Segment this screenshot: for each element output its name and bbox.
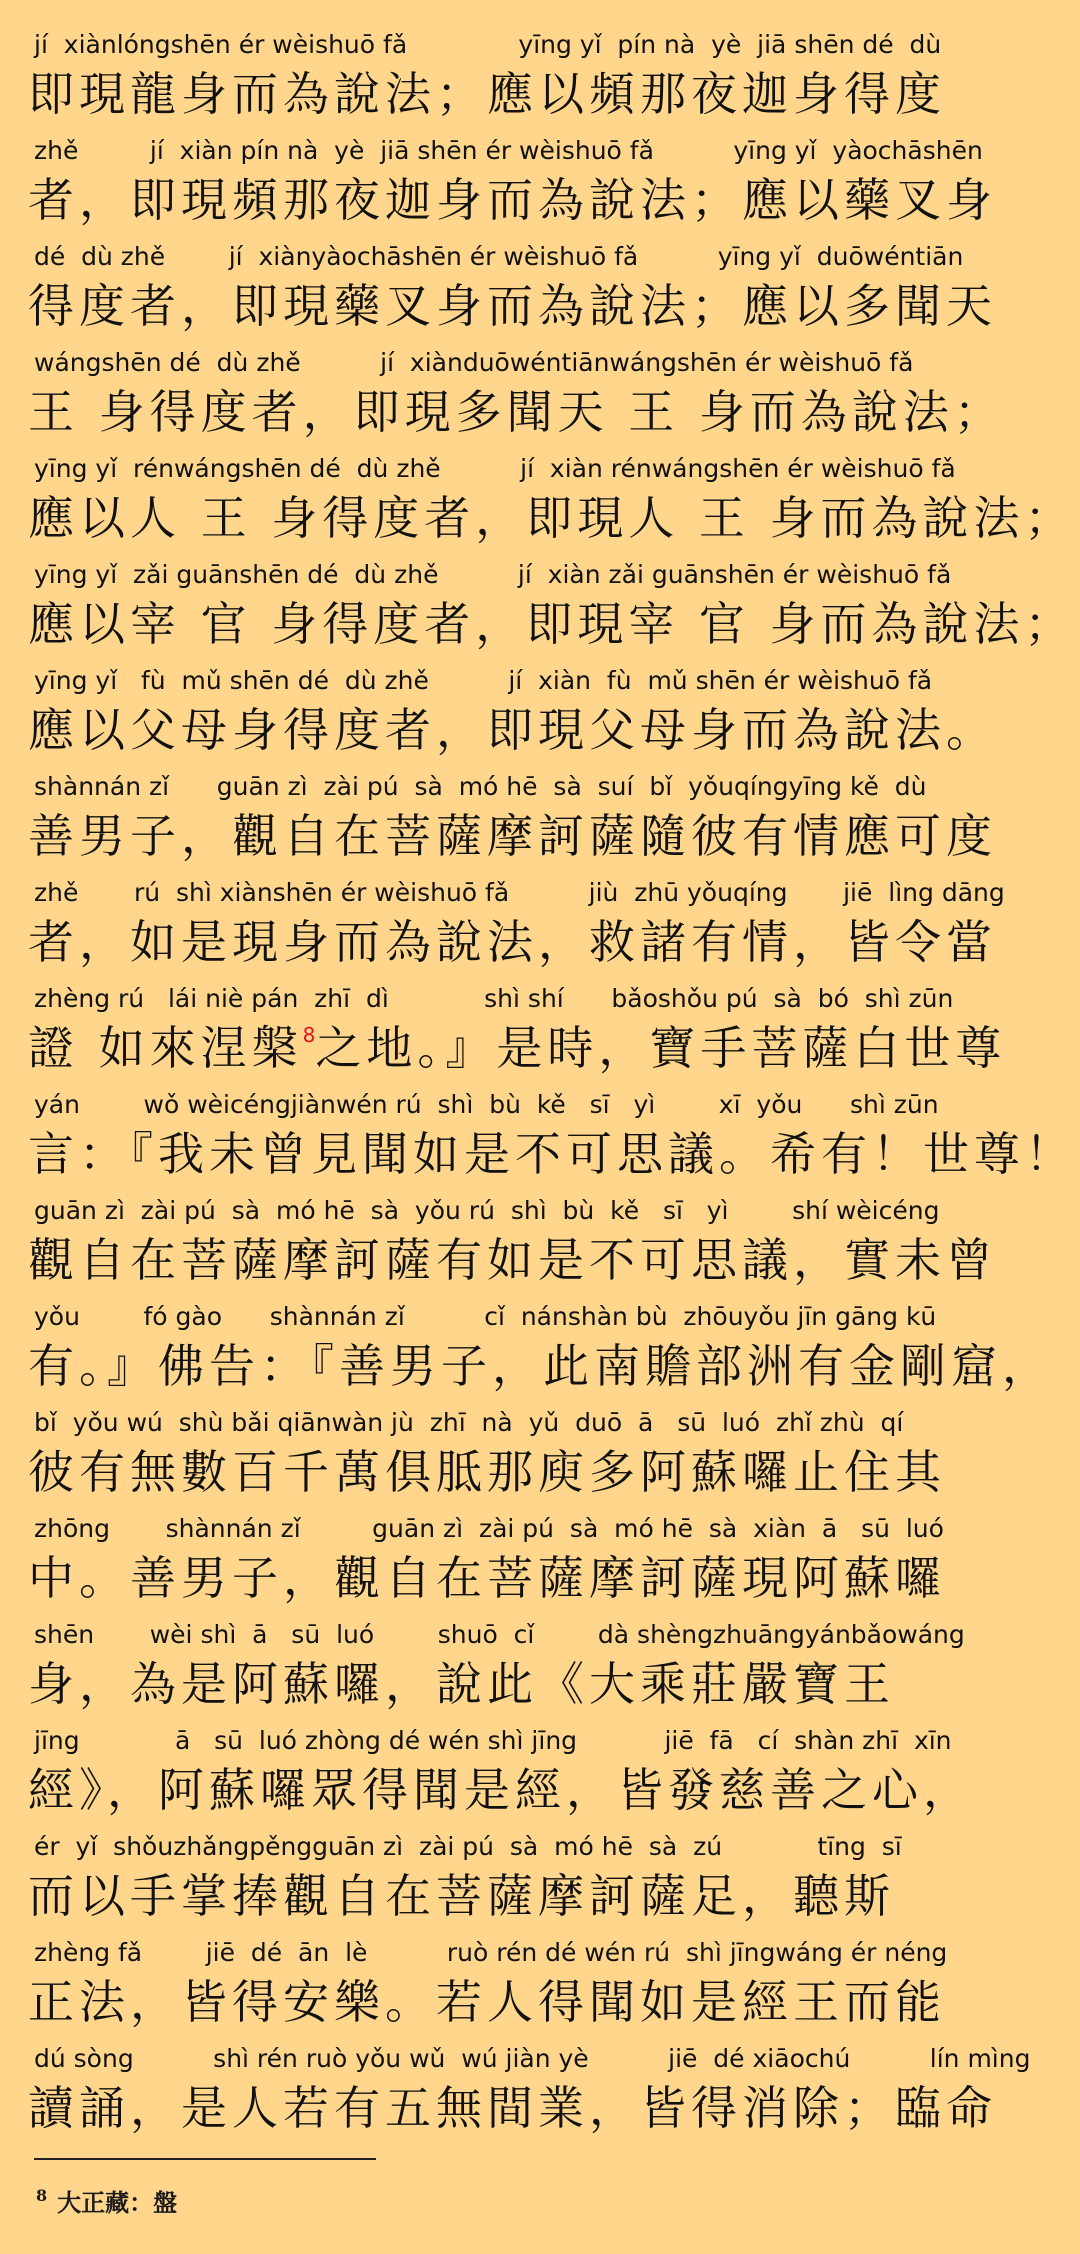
hanzi-line: 得度者，即現藥叉身而為說法；應以多聞天 — [28, 279, 997, 333]
hanzi-line: 身，為是阿蘇囉，說此《大乘莊嚴寶王 — [28, 1657, 895, 1711]
text-line — [0, 1088, 1080, 1192]
pinyin-line: zhě jí xiàn pín nà yè jiā shēn ér wèishuō fǎ yīng yǐ yàochāshēn — [34, 136, 983, 165]
text-line — [0, 982, 1080, 1086]
hanzi-line: 有。』佛告：『善男子，此南贍部洲有金剛窟， — [28, 1339, 1053, 1393]
pinyin-line: ér yǐ shǒuzhǎngpěngguān zì zài pú sà mó hē sà zú tīng sī — [34, 1832, 902, 1861]
text-line — [0, 1936, 1080, 2040]
pinyin-line: jīng ā sū luó zhòng dé wén shì jīng jiē fā cí shàn zhī xīn — [34, 1726, 952, 1755]
hanzi-line: 者，如是現身而為說法，救諸有情，皆令當 — [28, 915, 997, 969]
text-line — [0, 28, 1080, 132]
footnote-marker[interactable]: 8 — [302, 1023, 316, 1047]
pinyin-line: zhèng rú lái niè pán zhī dì shì shí bǎoshǒu pú sà bó shì zūn — [34, 984, 954, 1013]
text-line — [0, 1724, 1080, 1828]
pinyin-line: zhōng shànnán zǐ guān zì zài pú sà mó hē sà xiàn ā sū luó — [34, 1514, 944, 1543]
footnote — [36, 2176, 177, 2216]
text-line — [0, 1618, 1080, 1722]
pinyin-line: yǒu fó gào shànnán zǐ cǐ nánshàn bù zhōuyǒu jīn gāng kū — [34, 1302, 937, 1331]
text-line — [0, 876, 1080, 980]
text-line — [0, 2042, 1080, 2146]
text-line — [0, 1830, 1080, 1934]
pinyin-line: dú sòng shì rén ruò yǒu wǔ wú jiàn yè jiē dé xiāochú lín mìng — [34, 2044, 1031, 2073]
hanzi-line: 應以父母身得度者，即現父母身而為說法。 — [28, 703, 997, 757]
text-line — [0, 1300, 1080, 1404]
text-line — [0, 664, 1080, 768]
footnote-divider — [34, 2158, 376, 2160]
pinyin-line: yīng yǐ zǎi guānshēn dé dù zhě jí xiàn zǎi guānshēn ér wèishuō fǎ — [34, 560, 952, 589]
hanzi-line — [28, 1016, 1052, 1080]
hanzi-line: 善男子，觀自在菩薩摩訶薩隨彼有情應可度 — [28, 809, 997, 863]
pinyin-line: yán wǒ wèicéngjiànwén rú shì bù kě sī yì xī yǒu shì zūn — [34, 1090, 939, 1119]
hanzi-line: 中。善男子，觀自在菩薩摩訶薩現阿蘇囉 — [28, 1551, 946, 1605]
hanzi-line: 觀自在菩薩摩訶薩有如是不可思議，實未曾 — [28, 1233, 997, 1287]
hanzi-segment: 證 如來涅槃 — [28, 1021, 303, 1075]
hanzi-line: 彼有無數百千萬俱胝那庾多阿蘇囉止住其 — [28, 1445, 946, 1499]
hanzi-line: 讀誦，是人若有五無間業，皆得消除；臨命 — [28, 2081, 997, 2135]
hanzi-line: 應以宰 官 身得度者，即現宰 官 身而為說法； — [28, 597, 1076, 651]
hanzi-line: 王 身得度者，即現多聞天 王 身而為說法； — [28, 385, 1005, 439]
pinyin-line: shēn wèi shì ā sū luó shuō cǐ dà shèngzhuāngyánbǎowáng — [34, 1620, 965, 1649]
pinyin-line: shànnán zǐ guān zì zài pú sà mó hē sà suí bǐ yǒuqíngyīng kě dù — [34, 772, 927, 801]
text-line — [0, 770, 1080, 874]
hanzi-line: 應以人 王 身得度者，即現人 王 身而為說法； — [28, 491, 1076, 545]
hanzi-line: 經》，阿蘇囉眾得聞是經，皆發慈善之心， — [28, 1763, 974, 1817]
hanzi-line: 正法，皆得安樂。若人得聞如是經王而能 — [28, 1975, 946, 2029]
pinyin-line: jí xiànlóngshēn ér wèishuō fǎ yīng yǐ pín nà yè jiā shēn dé dù — [34, 30, 942, 59]
text-line — [0, 1512, 1080, 1616]
hanzi-line: 而以手掌捧觀自在菩薩摩訶薩足，聽斯 — [28, 1869, 895, 1923]
footnote-text: 大正藏：盤 — [57, 2188, 178, 2217]
text-line — [0, 346, 1080, 450]
text-line — [0, 452, 1080, 556]
pinyin-line: zhèng fǎ jiē dé ān lè ruò rén dé wén rú shì jīngwáng ér néng — [34, 1938, 948, 1967]
hanzi-segment: 之地。』是時，寶手菩薩白世尊 — [315, 1021, 1007, 1075]
pinyin-line: dé dù zhě jí xiànyàochāshēn ér wèishuō fǎ yīng yǐ duōwéntiān — [34, 242, 964, 271]
pinyin-line: zhě rú shì xiànshēn ér wèishuō fǎ jiù zhū yǒuqíng jiē lìng dāng — [34, 878, 1005, 907]
pinyin-line: yīng yǐ fù mǔ shēn dé dù zhě jí xiàn fù mǔ shēn ér wèishuō fǎ — [34, 666, 933, 695]
text-line — [0, 558, 1080, 662]
hanzi-line: 即現龍身而為說法；應以頻那夜迦身得度 — [28, 67, 946, 121]
pinyin-line: guān zì zài pú sà mó hē sà yǒu rú shì bù kě sī yì shí wèicéng — [34, 1196, 940, 1225]
hanzi-line: 言：『我未曾見聞如是不可思議。希有！世尊！ — [28, 1127, 1076, 1181]
text-line — [0, 1406, 1080, 1510]
pinyin-line: wángshēn dé dù zhě jí xiànduōwéntiānwángshēn ér wèishuō fǎ — [34, 348, 914, 377]
text-line — [0, 1194, 1080, 1298]
text-line — [0, 134, 1080, 238]
text-line — [0, 240, 1080, 344]
pinyin-line: yīng yǐ rénwángshēn dé dù zhě jí xiàn rénwángshēn ér wèishuō fǎ — [34, 454, 956, 483]
hanzi-line: 者，即現頻那夜迦身而為說法；應以藥叉身 — [28, 173, 997, 227]
pinyin-line: bǐ yǒu wú shù bǎi qiānwàn jù zhī nà yǔ duō ā sū luó zhǐ zhù qí — [34, 1408, 904, 1437]
footnote-number: 8 — [36, 2186, 48, 2205]
